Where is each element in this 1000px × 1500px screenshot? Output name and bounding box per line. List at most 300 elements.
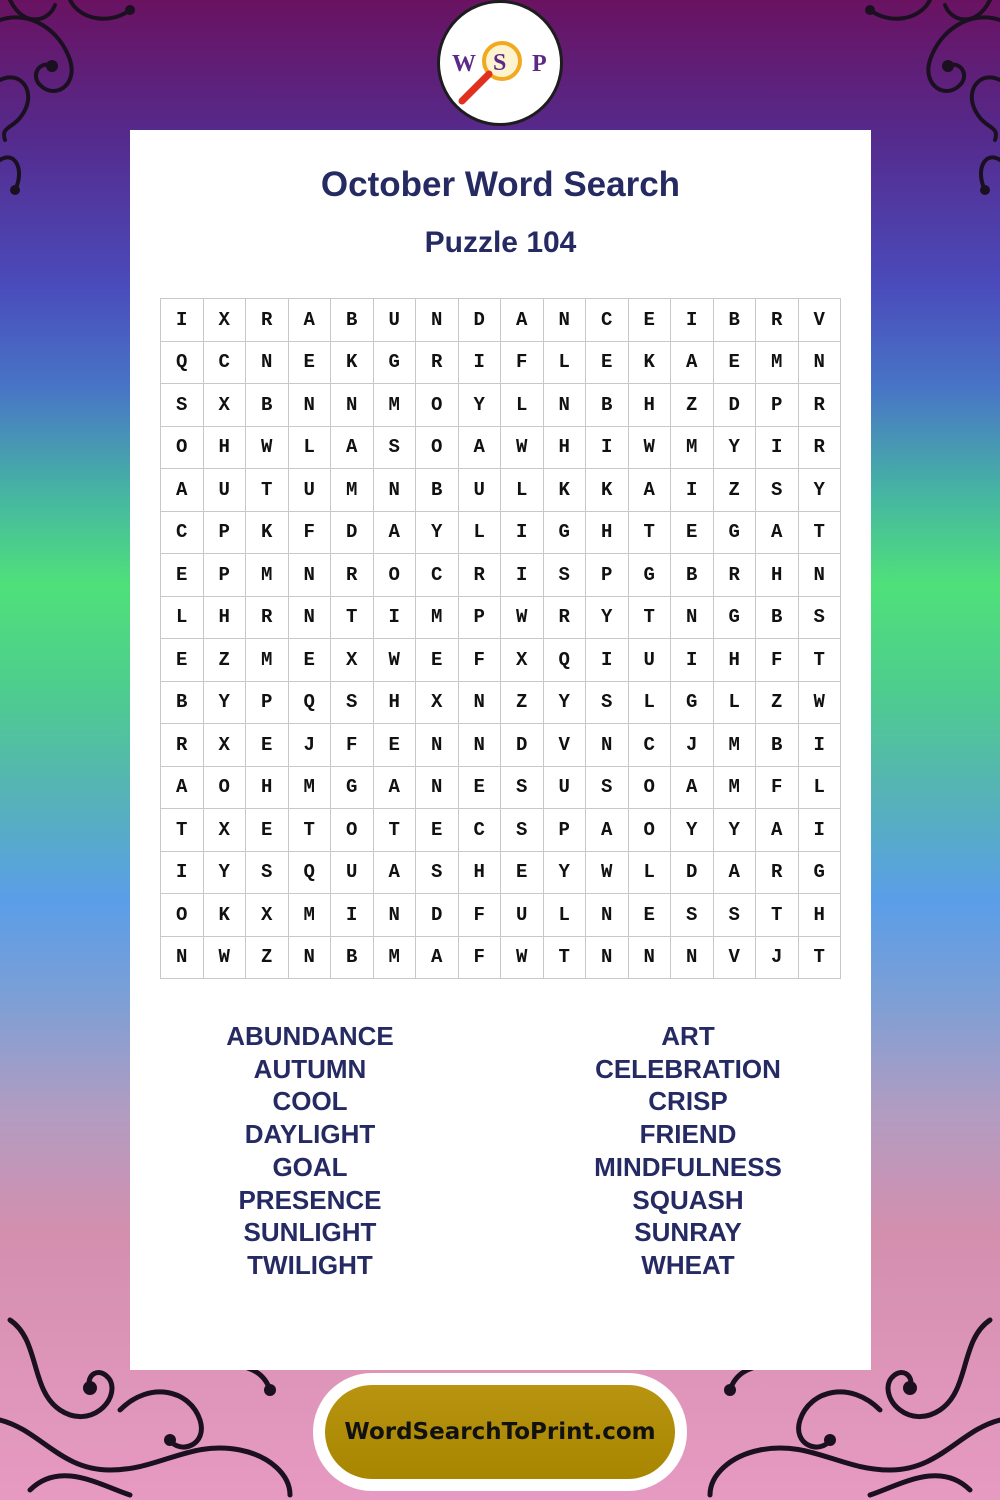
grid-cell[interactable]: B bbox=[416, 469, 459, 512]
grid-cell[interactable]: K bbox=[628, 341, 671, 384]
word-item: CELEBRATION bbox=[595, 1053, 781, 1084]
grid-cell[interactable]: J bbox=[288, 724, 331, 767]
corner-ornament-top-left bbox=[0, 0, 150, 200]
grid-cell[interactable]: A bbox=[756, 809, 799, 852]
grid-cell[interactable]: L bbox=[501, 469, 544, 512]
grid-row bbox=[161, 851, 841, 894]
grid-cell[interactable]: I bbox=[501, 554, 544, 597]
word-item: FRIEND bbox=[639, 1119, 737, 1150]
grid-cell[interactable]: C bbox=[416, 554, 459, 597]
grid-cell[interactable]: U bbox=[458, 469, 501, 512]
grid-cell[interactable]: N bbox=[586, 894, 629, 937]
grid-cell[interactable]: Z bbox=[671, 384, 714, 427]
grid-cell[interactable]: Z bbox=[246, 936, 289, 979]
grid-cell[interactable]: M bbox=[671, 426, 714, 469]
grid-cell[interactable]: A bbox=[416, 936, 459, 979]
grid-cell[interactable]: Z bbox=[756, 681, 799, 724]
grid-row bbox=[161, 426, 841, 469]
grid-row bbox=[161, 936, 841, 979]
logo-letter-p: P bbox=[532, 51, 547, 77]
grid-cell[interactable]: N bbox=[416, 766, 459, 809]
grid-cell[interactable]: R bbox=[416, 341, 459, 384]
word-item: AUTUMN bbox=[253, 1053, 367, 1084]
grid-cell[interactable]: W bbox=[373, 639, 416, 682]
word-item: COOL bbox=[272, 1086, 348, 1117]
grid-cell[interactable]: N bbox=[161, 936, 204, 979]
grid-cell[interactable]: I bbox=[373, 596, 416, 639]
grid-cell[interactable]: T bbox=[161, 809, 204, 852]
grid-cell[interactable]: I bbox=[671, 469, 714, 512]
grid-cell[interactable]: H bbox=[756, 554, 799, 597]
grid-cell[interactable]: T bbox=[756, 894, 799, 937]
grid-cell[interactable]: W bbox=[246, 426, 289, 469]
grid-cell[interactable]: T bbox=[331, 596, 374, 639]
grid-cell[interactable]: E bbox=[288, 639, 331, 682]
grid-cell[interactable]: L bbox=[501, 384, 544, 427]
grid-cell[interactable]: R bbox=[246, 299, 289, 342]
grid-cell[interactable]: Q bbox=[288, 851, 331, 894]
grid-cell[interactable]: E bbox=[628, 894, 671, 937]
grid-cell[interactable]: I bbox=[586, 639, 629, 682]
grid-cell[interactable]: R bbox=[798, 426, 841, 469]
grid-cell[interactable]: F bbox=[458, 894, 501, 937]
logo-letter-w: W bbox=[452, 51, 476, 77]
grid-cell[interactable]: Z bbox=[713, 469, 756, 512]
grid-cell[interactable]: P bbox=[586, 554, 629, 597]
grid-cell[interactable]: W bbox=[628, 426, 671, 469]
grid-cell[interactable]: N bbox=[416, 299, 459, 342]
grid-cell[interactable]: A bbox=[373, 766, 416, 809]
grid-cell[interactable]: C bbox=[161, 511, 204, 554]
grid-cell[interactable]: N bbox=[288, 384, 331, 427]
grid-cell[interactable]: O bbox=[416, 426, 459, 469]
grid-cell[interactable]: E bbox=[246, 809, 289, 852]
grid-cell[interactable]: H bbox=[246, 766, 289, 809]
grid-row bbox=[161, 341, 841, 384]
grid-cell[interactable]: A bbox=[756, 511, 799, 554]
grid-cell[interactable]: H bbox=[628, 384, 671, 427]
grid-cell[interactable]: P bbox=[543, 809, 586, 852]
grid-row bbox=[161, 809, 841, 852]
grid-cell[interactable]: N bbox=[798, 554, 841, 597]
grid-cell[interactable]: T bbox=[543, 936, 586, 979]
grid-cell[interactable]: U bbox=[331, 851, 374, 894]
grid-cell[interactable]: F bbox=[331, 724, 374, 767]
grid-cell[interactable]: H bbox=[713, 639, 756, 682]
grid-cell[interactable]: G bbox=[798, 851, 841, 894]
grid-cell[interactable]: U bbox=[203, 469, 246, 512]
grid-row bbox=[161, 299, 841, 342]
grid-cell[interactable]: E bbox=[416, 639, 459, 682]
grid-cell[interactable]: R bbox=[543, 596, 586, 639]
grid-cell[interactable]: X bbox=[203, 299, 246, 342]
grid-cell[interactable]: N bbox=[246, 341, 289, 384]
grid-cell[interactable]: O bbox=[416, 384, 459, 427]
grid-row bbox=[161, 469, 841, 512]
grid-cell[interactable]: B bbox=[246, 384, 289, 427]
grid-cell[interactable]: U bbox=[288, 469, 331, 512]
grid-cell[interactable]: T bbox=[798, 511, 841, 554]
grid-cell[interactable]: E bbox=[458, 766, 501, 809]
grid-cell[interactable]: G bbox=[373, 341, 416, 384]
grid-cell[interactable]: M bbox=[373, 384, 416, 427]
grid-cell[interactable]: F bbox=[288, 511, 331, 554]
grid-cell[interactable]: R bbox=[756, 299, 799, 342]
grid-row bbox=[161, 766, 841, 809]
grid-cell[interactable]: A bbox=[458, 426, 501, 469]
grid-cell[interactable]: E bbox=[671, 511, 714, 554]
grid-cell[interactable]: R bbox=[713, 554, 756, 597]
grid-cell[interactable]: X bbox=[203, 724, 246, 767]
grid-cell[interactable]: X bbox=[203, 809, 246, 852]
grid-cell[interactable]: L bbox=[543, 894, 586, 937]
grid-cell[interactable]: N bbox=[288, 596, 331, 639]
grid-cell[interactable]: S bbox=[246, 851, 289, 894]
grid-cell[interactable]: M bbox=[373, 936, 416, 979]
grid-cell[interactable]: E bbox=[161, 639, 204, 682]
grid-cell[interactable]: P bbox=[203, 554, 246, 597]
grid-cell[interactable]: E bbox=[628, 299, 671, 342]
grid-cell[interactable]: S bbox=[373, 426, 416, 469]
grid-cell[interactable]: Y bbox=[671, 809, 714, 852]
word-list-right bbox=[503, 1020, 873, 1282]
grid-cell[interactable]: P bbox=[246, 681, 289, 724]
grid-cell[interactable]: E bbox=[246, 724, 289, 767]
grid-cell[interactable]: W bbox=[798, 681, 841, 724]
grid-cell[interactable]: U bbox=[628, 639, 671, 682]
grid-row bbox=[161, 724, 841, 767]
grid-cell[interactable]: W bbox=[501, 426, 544, 469]
word-list-left bbox=[125, 1020, 495, 1282]
grid-cell[interactable]: N bbox=[586, 936, 629, 979]
grid-cell[interactable]: P bbox=[203, 511, 246, 554]
grid-cell[interactable]: O bbox=[161, 894, 204, 937]
grid-cell[interactable]: H bbox=[203, 426, 246, 469]
grid-cell[interactable]: D bbox=[458, 299, 501, 342]
grid-cell[interactable]: I bbox=[671, 299, 714, 342]
grid-cell[interactable]: E bbox=[713, 341, 756, 384]
grid-row bbox=[161, 554, 841, 597]
grid-cell[interactable]: E bbox=[586, 341, 629, 384]
grid-cell[interactable]: S bbox=[756, 469, 799, 512]
grid-cell[interactable]: B bbox=[756, 596, 799, 639]
grid-cell[interactable]: S bbox=[161, 384, 204, 427]
word-item: SQUASH bbox=[632, 1184, 744, 1215]
grid-cell[interactable]: F bbox=[756, 766, 799, 809]
word-item: GOAL bbox=[272, 1151, 348, 1182]
grid-cell[interactable]: Y bbox=[203, 851, 246, 894]
grid-cell[interactable]: U bbox=[373, 299, 416, 342]
grid-cell[interactable]: H bbox=[543, 426, 586, 469]
grid-cell[interactable]: L bbox=[628, 851, 671, 894]
grid-cell[interactable]: A bbox=[161, 766, 204, 809]
grid-cell[interactable]: M bbox=[756, 341, 799, 384]
grid-cell[interactable]: N bbox=[543, 299, 586, 342]
word-item: TWILIGHT bbox=[247, 1249, 373, 1280]
grid-cell[interactable]: D bbox=[416, 894, 459, 937]
grid-cell[interactable]: N bbox=[586, 724, 629, 767]
grid-row bbox=[161, 894, 841, 937]
grid-cell[interactable]: W bbox=[501, 936, 544, 979]
grid-cell[interactable]: M bbox=[416, 596, 459, 639]
grid-cell[interactable]: O bbox=[331, 809, 374, 852]
grid-cell[interactable]: K bbox=[246, 511, 289, 554]
grid-cell[interactable]: S bbox=[798, 596, 841, 639]
grid-cell[interactable]: Q bbox=[161, 341, 204, 384]
grid-cell[interactable]: O bbox=[628, 809, 671, 852]
grid-cell[interactable]: S bbox=[586, 766, 629, 809]
grid-cell[interactable]: J bbox=[671, 724, 714, 767]
grid-cell[interactable]: B bbox=[586, 384, 629, 427]
grid-cell[interactable]: N bbox=[543, 384, 586, 427]
grid-cell[interactable]: L bbox=[628, 681, 671, 724]
grid-cell[interactable]: Y bbox=[713, 426, 756, 469]
puzzle-number: Puzzle 104 bbox=[424, 226, 577, 259]
grid-cell[interactable]: D bbox=[501, 724, 544, 767]
page-title: October Word Search bbox=[320, 165, 681, 204]
grid-cell[interactable]: H bbox=[586, 511, 629, 554]
site-link-inner[interactable] bbox=[325, 1385, 675, 1479]
word-item: PRESENCE bbox=[238, 1184, 382, 1215]
grid-cell[interactable]: D bbox=[331, 511, 374, 554]
grid-cell[interactable]: E bbox=[288, 341, 331, 384]
grid-cell[interactable]: M bbox=[713, 724, 756, 767]
grid-cell[interactable]: M bbox=[246, 554, 289, 597]
grid-cell[interactable]: T bbox=[798, 639, 841, 682]
grid-cell[interactable]: E bbox=[416, 809, 459, 852]
grid-cell[interactable]: C bbox=[203, 341, 246, 384]
grid-cell[interactable]: N bbox=[671, 596, 714, 639]
grid-cell[interactable]: X bbox=[501, 639, 544, 682]
grid-cell[interactable]: R bbox=[798, 384, 841, 427]
magnifier-icon bbox=[440, 3, 560, 123]
grid-cell[interactable]: R bbox=[756, 851, 799, 894]
grid-cell[interactable]: L bbox=[798, 766, 841, 809]
grid-cell[interactable]: H bbox=[373, 681, 416, 724]
grid-cell[interactable]: B bbox=[331, 936, 374, 979]
grid-cell[interactable]: I bbox=[756, 426, 799, 469]
grid-cell[interactable]: U bbox=[543, 766, 586, 809]
grid-cell[interactable]: A bbox=[628, 469, 671, 512]
grid-cell[interactable]: H bbox=[798, 894, 841, 937]
grid-cell[interactable]: W bbox=[586, 851, 629, 894]
grid-cell[interactable]: F bbox=[501, 341, 544, 384]
grid-cell[interactable]: I bbox=[798, 809, 841, 852]
grid-cell[interactable]: V bbox=[713, 936, 756, 979]
logo-letter-s: S bbox=[493, 50, 507, 76]
grid-cell[interactable]: N bbox=[628, 936, 671, 979]
grid-cell[interactable]: N bbox=[373, 894, 416, 937]
grid-cell[interactable]: N bbox=[416, 724, 459, 767]
grid-cell[interactable]: F bbox=[458, 639, 501, 682]
grid-cell[interactable]: T bbox=[628, 596, 671, 639]
grid-cell[interactable]: K bbox=[586, 469, 629, 512]
grid-cell[interactable]: M bbox=[331, 469, 374, 512]
grid-cell[interactable]: Z bbox=[501, 681, 544, 724]
word-item: ABUNDANCE bbox=[226, 1021, 394, 1051]
corner-ornament-top-right bbox=[850, 0, 1000, 200]
grid-cell[interactable]: A bbox=[331, 426, 374, 469]
word-item: DAYLIGHT bbox=[244, 1119, 376, 1150]
grid-cell[interactable]: O bbox=[203, 766, 246, 809]
grid-cell[interactable]: R bbox=[331, 554, 374, 597]
grid-cell[interactable]: Q bbox=[288, 681, 331, 724]
grid-cell[interactable]: I bbox=[161, 851, 204, 894]
grid-cell[interactable]: T bbox=[246, 469, 289, 512]
grid-cell[interactable]: N bbox=[373, 469, 416, 512]
grid-cell[interactable]: Q bbox=[543, 639, 586, 682]
grid-cell[interactable]: S bbox=[671, 894, 714, 937]
grid-cell[interactable]: V bbox=[543, 724, 586, 767]
grid-cell[interactable]: V bbox=[798, 299, 841, 342]
grid-cell[interactable]: P bbox=[756, 384, 799, 427]
grid-cell[interactable]: L bbox=[288, 426, 331, 469]
grid-cell[interactable]: C bbox=[458, 809, 501, 852]
site-link-button[interactable] bbox=[313, 1373, 687, 1491]
grid-cell[interactable]: K bbox=[203, 894, 246, 937]
grid-cell[interactable]: M bbox=[288, 766, 331, 809]
grid-cell[interactable]: I bbox=[586, 426, 629, 469]
site-link-label: WordSearchToPrint.com bbox=[344, 1419, 656, 1445]
grid-cell[interactable]: S bbox=[331, 681, 374, 724]
grid-cell[interactable]: I bbox=[501, 511, 544, 554]
grid-cell[interactable]: I bbox=[671, 639, 714, 682]
grid-cell[interactable]: A bbox=[713, 851, 756, 894]
grid-cell[interactable]: Y bbox=[416, 511, 459, 554]
grid-cell[interactable]: W bbox=[203, 936, 246, 979]
grid-cell[interactable]: E bbox=[501, 851, 544, 894]
puzzle-card bbox=[130, 130, 871, 1370]
grid-cell[interactable]: A bbox=[586, 809, 629, 852]
grid-cell[interactable]: B bbox=[331, 299, 374, 342]
grid-cell[interactable]: G bbox=[671, 681, 714, 724]
grid-cell[interactable]: N bbox=[288, 554, 331, 597]
grid-cell[interactable]: I bbox=[331, 894, 374, 937]
grid-cell[interactable]: N bbox=[798, 341, 841, 384]
word-item: SUNRAY bbox=[634, 1217, 742, 1248]
grid-cell[interactable]: B bbox=[161, 681, 204, 724]
grid-cell[interactable]: N bbox=[458, 724, 501, 767]
grid-cell[interactable]: G bbox=[628, 554, 671, 597]
grid-cell[interactable]: J bbox=[756, 936, 799, 979]
grid-cell[interactable]: Y bbox=[586, 596, 629, 639]
grid-cell[interactable]: A bbox=[501, 299, 544, 342]
grid-row bbox=[161, 511, 841, 554]
word-item: MINDFULNESS bbox=[594, 1151, 782, 1182]
grid-cell[interactable]: B bbox=[756, 724, 799, 767]
grid-cell[interactable]: A bbox=[671, 766, 714, 809]
grid-cell[interactable]: S bbox=[543, 554, 586, 597]
grid-cell[interactable]: F bbox=[756, 639, 799, 682]
grid-cell[interactable]: R bbox=[161, 724, 204, 767]
grid-cell[interactable]: A bbox=[671, 341, 714, 384]
grid-cell[interactable]: N bbox=[671, 936, 714, 979]
grid-cell[interactable]: R bbox=[458, 554, 501, 597]
grid-cell[interactable]: Z bbox=[203, 639, 246, 682]
grid-cell[interactable]: A bbox=[288, 299, 331, 342]
wsp-logo[interactable] bbox=[437, 0, 563, 126]
grid-cell[interactable]: K bbox=[331, 341, 374, 384]
grid-cell[interactable]: L bbox=[543, 341, 586, 384]
grid-cell[interactable]: X bbox=[416, 681, 459, 724]
grid-cell[interactable]: C bbox=[628, 724, 671, 767]
grid-cell[interactable]: W bbox=[501, 596, 544, 639]
grid-cell[interactable]: N bbox=[288, 936, 331, 979]
grid-cell[interactable]: R bbox=[246, 596, 289, 639]
grid-cell[interactable]: O bbox=[373, 554, 416, 597]
grid-cell[interactable]: X bbox=[203, 384, 246, 427]
grid-cell[interactable]: K bbox=[543, 469, 586, 512]
grid-cell[interactable]: G bbox=[713, 596, 756, 639]
grid-cell[interactable]: H bbox=[203, 596, 246, 639]
grid-cell[interactable]: Y bbox=[203, 681, 246, 724]
grid-cell[interactable]: B bbox=[713, 299, 756, 342]
grid-cell[interactable]: S bbox=[416, 851, 459, 894]
grid-cell[interactable]: F bbox=[458, 936, 501, 979]
grid-cell[interactable]: T bbox=[288, 809, 331, 852]
grid-cell[interactable]: T bbox=[798, 936, 841, 979]
word-item: CRISP bbox=[648, 1086, 728, 1117]
grid-cell[interactable]: D bbox=[671, 851, 714, 894]
grid-cell[interactable]: E bbox=[373, 724, 416, 767]
grid-row bbox=[161, 384, 841, 427]
word-item: ART bbox=[661, 1021, 715, 1051]
grid-cell[interactable]: O bbox=[161, 426, 204, 469]
grid-cell[interactable]: L bbox=[458, 511, 501, 554]
grid-cell[interactable]: A bbox=[161, 469, 204, 512]
grid-cell[interactable]: L bbox=[713, 681, 756, 724]
grid-cell[interactable]: B bbox=[671, 554, 714, 597]
grid-cell[interactable]: O bbox=[628, 766, 671, 809]
grid-cell[interactable]: X bbox=[246, 894, 289, 937]
grid-cell[interactable]: S bbox=[713, 894, 756, 937]
grid-cell[interactable]: Y bbox=[543, 681, 586, 724]
grid-cell[interactable]: I bbox=[798, 724, 841, 767]
grid-cell[interactable]: S bbox=[501, 766, 544, 809]
grid-cell[interactable]: Y bbox=[458, 384, 501, 427]
grid-cell[interactable]: U bbox=[501, 894, 544, 937]
grid-cell[interactable]: S bbox=[586, 681, 629, 724]
grid-cell[interactable]: T bbox=[373, 809, 416, 852]
grid-cell[interactable]: I bbox=[161, 299, 204, 342]
grid-cell[interactable]: M bbox=[288, 894, 331, 937]
grid-cell[interactable]: M bbox=[246, 639, 289, 682]
grid-cell[interactable]: X bbox=[331, 639, 374, 682]
grid-cell[interactable]: P bbox=[458, 596, 501, 639]
grid-cell[interactable]: L bbox=[161, 596, 204, 639]
grid-cell[interactable]: Y bbox=[543, 851, 586, 894]
grid-cell[interactable]: A bbox=[373, 851, 416, 894]
grid-cell[interactable]: A bbox=[373, 511, 416, 554]
grid-cell[interactable]: G bbox=[543, 511, 586, 554]
grid-cell[interactable]: Y bbox=[798, 469, 841, 512]
grid-row bbox=[161, 596, 841, 639]
grid-cell[interactable]: I bbox=[458, 341, 501, 384]
grid-cell[interactable]: Y bbox=[713, 809, 756, 852]
grid-cell[interactable]: N bbox=[331, 384, 374, 427]
grid-cell[interactable]: D bbox=[713, 384, 756, 427]
grid-cell[interactable]: H bbox=[458, 851, 501, 894]
grid-cell[interactable]: N bbox=[458, 681, 501, 724]
grid-cell[interactable]: C bbox=[586, 299, 629, 342]
grid-cell[interactable]: E bbox=[161, 554, 204, 597]
grid-cell[interactable]: T bbox=[628, 511, 671, 554]
grid-cell[interactable]: S bbox=[501, 809, 544, 852]
letter-grid[interactable] bbox=[160, 298, 841, 979]
grid-cell[interactable]: G bbox=[713, 511, 756, 554]
grid-cell[interactable]: G bbox=[331, 766, 374, 809]
grid-cell[interactable]: M bbox=[713, 766, 756, 809]
